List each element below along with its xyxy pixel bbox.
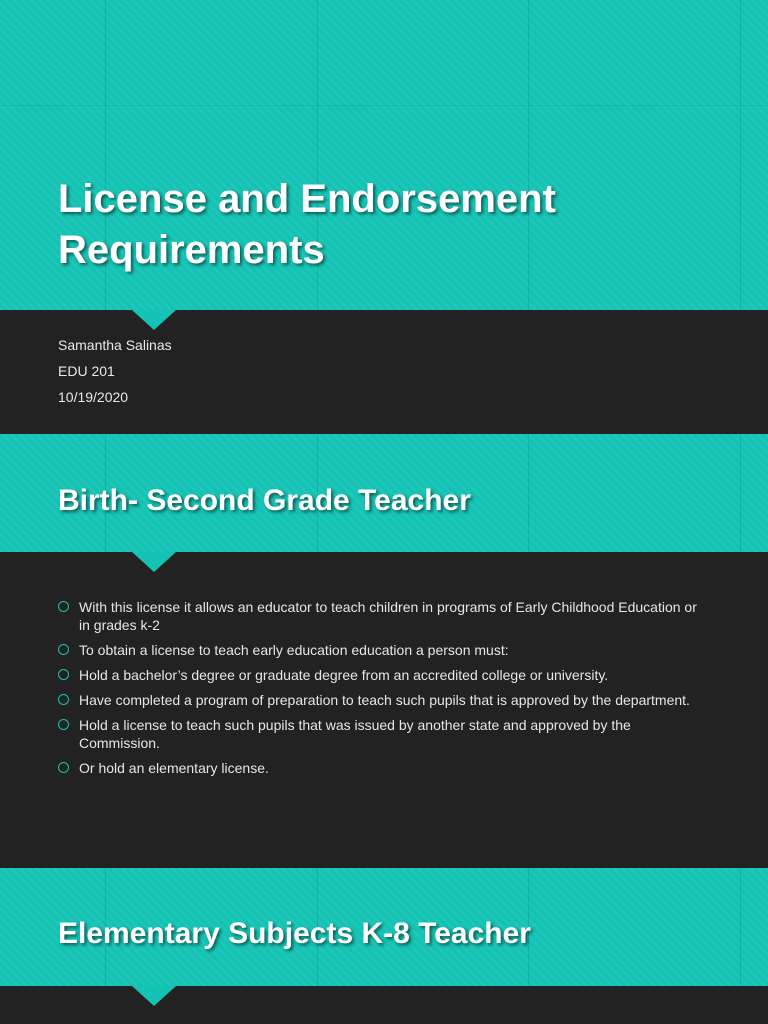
grid-line	[0, 105, 768, 106]
section-2-body	[0, 986, 768, 1024]
notch-decoration	[132, 986, 176, 1006]
circle-bullet-icon	[58, 719, 69, 730]
title-slide-banner	[0, 0, 768, 310]
list-item-text: Hold a license to teach such pupils that was issued by another state and approved by the Commission.	[79, 717, 631, 751]
notch-decoration	[132, 310, 176, 330]
list-item-text: To obtain a license to teach early education education a person must:	[79, 642, 509, 658]
list-item	[58, 716, 708, 752]
grid-line	[528, 434, 529, 552]
course-code: EDU 201	[58, 363, 115, 379]
title-slide-info-panel	[0, 310, 768, 434]
presentation-date: 10/19/2020	[58, 389, 129, 405]
notch-decoration	[132, 552, 176, 572]
author-name: Samantha Salinas	[58, 337, 172, 353]
list-item	[58, 666, 708, 684]
grid-line	[740, 434, 741, 552]
circle-bullet-icon	[58, 644, 69, 655]
list-item-text: Or hold an elementary license.	[79, 760, 269, 776]
circle-bullet-icon	[58, 762, 69, 773]
grid-line	[740, 0, 741, 310]
requirements-list	[58, 598, 708, 784]
section-1-title: Birth- Second Grade Teacher	[58, 484, 471, 517]
list-item-text: With this license it allows an educator to teach children in programs of Early Childhood Education or in grades k-2	[79, 599, 697, 633]
page-title: License and Endorsement Requirements	[58, 177, 556, 272]
circle-bullet-icon	[58, 669, 69, 680]
section-1-banner	[0, 434, 768, 552]
list-item	[58, 598, 708, 634]
section-2-title: Elementary Subjects K-8 Teacher	[58, 917, 531, 950]
section-2-banner	[0, 868, 768, 986]
list-item-text: Have completed a program of preparation to teach such pupils that is approved by the department.	[79, 692, 690, 708]
list-item	[58, 641, 708, 659]
circle-bullet-icon	[58, 694, 69, 705]
list-item-text: Hold a bachelor’s degree or graduate degree from an accredited college or university.	[79, 667, 609, 683]
grid-line	[740, 868, 741, 986]
list-item	[58, 691, 708, 709]
list-item	[58, 759, 708, 777]
circle-bullet-icon	[58, 601, 69, 612]
